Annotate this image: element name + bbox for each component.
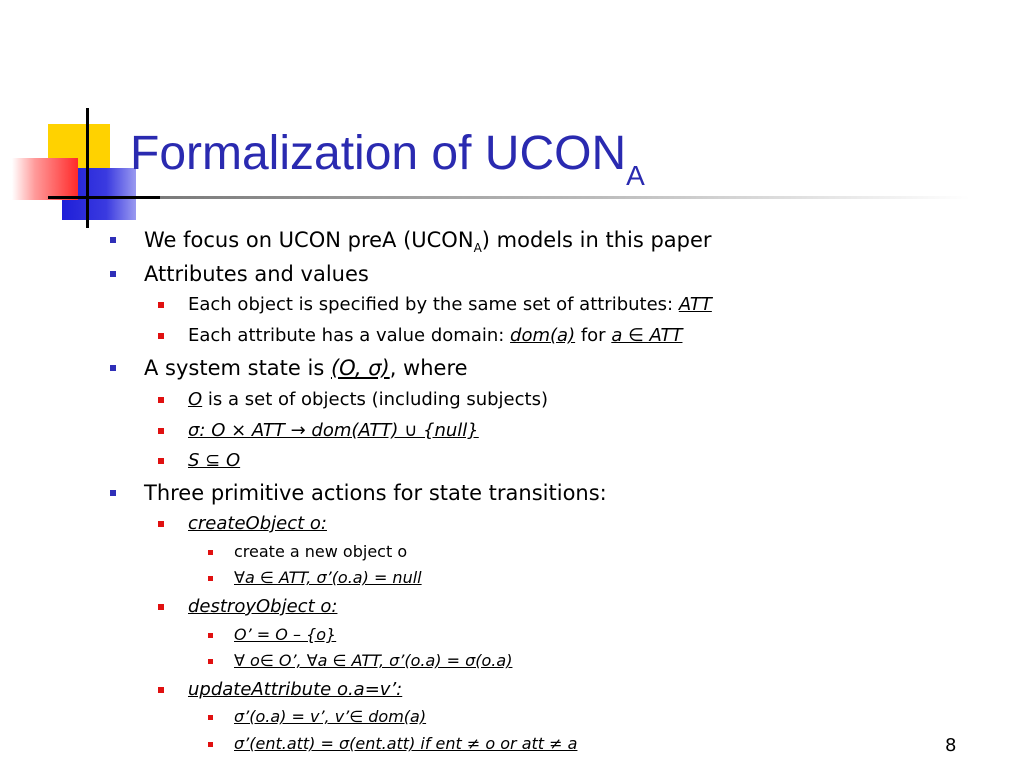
bullet-marker bbox=[158, 428, 164, 434]
subsubbullet-update-unchanged: σ’(ent.att) = σ(ent.att) if ent ≠ o or att ≠ a bbox=[208, 732, 577, 756]
subbullet-sigma-function: σ: O × ATT → dom(ATT) ∪ {null} bbox=[158, 418, 479, 444]
bullet-system-state: A system state is (O, σ), where bbox=[110, 354, 468, 382]
bullet-marker bbox=[158, 521, 164, 527]
bullet-marker bbox=[158, 604, 164, 610]
bullet-marker bbox=[208, 659, 213, 664]
bullet-marker bbox=[158, 458, 164, 464]
bullet-attributes-values: Attributes and values bbox=[110, 260, 369, 288]
subsubbullet-create-null-attrs: ∀a ∈ ATT, σ’(o.a) = null bbox=[208, 566, 422, 590]
bullet-marker bbox=[208, 742, 213, 747]
decor-vertical-line bbox=[86, 108, 89, 228]
bullet-marker bbox=[208, 715, 213, 720]
subsubbullet-destroy-preserve: ∀ o∈ O’, ∀a ∈ ATT, σ’(o.a) = σ(o.a) bbox=[208, 649, 512, 673]
bullet-marker bbox=[158, 687, 164, 693]
subbullet-destroy-object: destroyObject o: bbox=[158, 594, 337, 620]
bullet-marker bbox=[158, 397, 164, 403]
slide-title bbox=[130, 124, 645, 190]
subsubbullet-destroy-set: O’ = O – {o} bbox=[208, 623, 336, 647]
bullet-marker bbox=[110, 365, 116, 371]
bullet-marker bbox=[208, 633, 213, 638]
bullet-marker bbox=[110, 490, 116, 496]
bullet-marker bbox=[110, 271, 116, 277]
bullet-marker bbox=[208, 576, 213, 581]
subsubbullet-create-new-object: create a new object o bbox=[208, 540, 407, 564]
page-number: 8 bbox=[945, 735, 957, 756]
slide-title-main: Formalization of UCON bbox=[130, 127, 627, 180]
bullet-ucon-prea: We focus on UCON preA $(UCON_A)$ models in this paper bbox=[110, 226, 712, 257]
subbullet-o-objects: O is a set of objects (including subjects) bbox=[158, 387, 548, 413]
subbullet-create-object: createObject o: bbox=[158, 511, 327, 537]
slide-title-subscript: A bbox=[626, 160, 645, 191]
decor-red-square bbox=[12, 158, 78, 200]
title-underline-rule bbox=[160, 196, 970, 199]
bullet-marker bbox=[110, 237, 116, 243]
decor-horizontal-line bbox=[48, 196, 160, 199]
subbullet-value-domain: Each attribute has a value domain: dom(a) for a ∈ ATT bbox=[158, 323, 682, 349]
bullet-marker bbox=[158, 333, 164, 339]
bullet-primitive-actions: Three primitive actions for state transitions: bbox=[110, 479, 607, 507]
bullet-marker bbox=[208, 550, 213, 555]
subbullet-update-attribute: updateAttribute o.a=v’: bbox=[158, 677, 402, 703]
subbullet-s-subset: S ⊆ O bbox=[158, 448, 240, 474]
bullet-marker bbox=[158, 302, 164, 308]
subsubbullet-update-value: σ’(o.a) = v’, v’∈ dom(a) bbox=[208, 705, 426, 729]
subbullet-object-attributes: Each object is specified by the same set of attributes: ATT bbox=[158, 292, 712, 318]
